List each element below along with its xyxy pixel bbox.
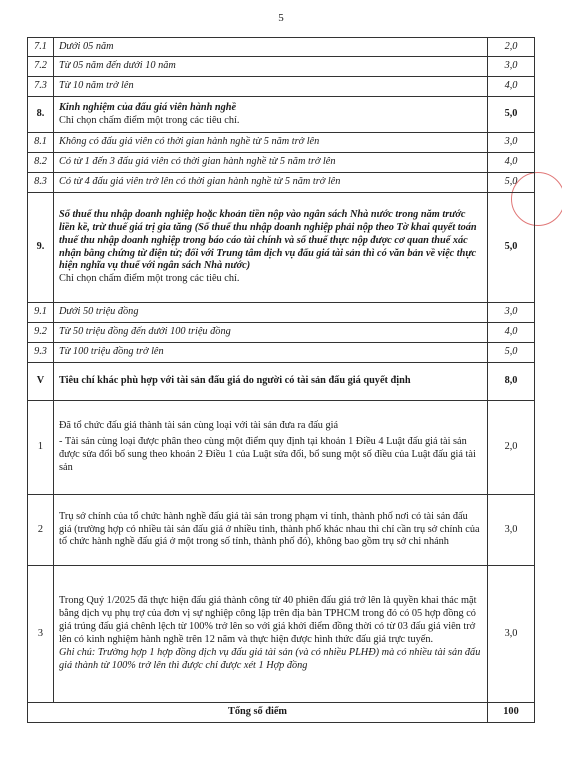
row-number: 1 <box>28 401 54 495</box>
table-row <box>28 57 535 77</box>
row-number: 2 <box>28 495 54 566</box>
row-text: Dưới 50 triệu đồng <box>54 303 488 323</box>
row-text: Trụ sở chính của tổ chức hành nghề đấu giá tài sản trong phạm vi tỉnh, thành phố nơi có tài sản đấu giá (trường hợp có nhiều tài sản đấu giá ở nhiều tỉnh, thành phố khác nhau thì chỉ cần trụ sở chính của tổ chức hành nghề đấu giá ở một trong số tỉnh, thành phố đó), không bao gồm trụ sở chi nhánh <box>54 495 488 566</box>
row-score: 3,0 <box>488 566 535 703</box>
row-number: 7.2 <box>28 57 54 77</box>
row-score: 3,0 <box>488 133 535 153</box>
row-score: 5,0 <box>488 173 535 193</box>
row-number: 9.3 <box>28 343 54 363</box>
row-number: 3 <box>28 566 54 703</box>
section-title: Tiêu chí khác phù hợp với tài sản đấu giá do người có tài sản đấu giá quyết định <box>54 363 488 401</box>
table-row <box>28 153 535 173</box>
row-number: 7.3 <box>28 77 54 97</box>
row-text: Đã tổ chức đấu giá thành tài sản cùng loại với tài sản đưa ra đấu giá <box>59 420 339 432</box>
row-text: Trong Quý 1/2025 đã thực hiện đấu giá thành công từ 40 phiên đấu giá trở lên là quyền khai thác mặt bằng dịch vụ phụ trợ của đơn vị sự nghiệp công lập trên địa bàn TPHCM trong đó có 05 hợp đồng có giá trúng đấu giá chênh lệch từ 100% trở lên so với giá khởi điểm đồng thời có từ 03 đấu giá viên trở lên có kinh nghiệm hành nghề trên 12 năm và thực hiện được hình thức đấu giá trực tuyến. <box>59 595 477 645</box>
section-v-header <box>28 363 535 401</box>
criterion-title: Kinh nghiệm của đấu giá viên hành nghề <box>59 101 237 113</box>
row-text: Từ 10 năm trở lên <box>54 77 488 97</box>
criterion-number: 9. <box>28 193 54 303</box>
table-row <box>28 343 535 363</box>
other-criterion-row <box>28 495 535 566</box>
total-label: Tổng số điểm <box>28 703 488 723</box>
row-score: 3,0 <box>488 495 535 566</box>
row-score: 3,0 <box>488 303 535 323</box>
criterion-note: Chỉ chọn chấm điểm một trong các tiêu chí. <box>59 273 240 285</box>
row-number: 9.2 <box>28 323 54 343</box>
table-row <box>28 133 535 153</box>
row-text: Từ 100 triệu đồng trở lên <box>54 343 488 363</box>
criterion-8-header <box>28 97 535 133</box>
criterion-score: 5,0 <box>488 97 535 133</box>
row-text: Có từ 1 đến 3 đấu giá viên có thời gian hành nghề từ 5 năm trở lên <box>54 153 488 173</box>
other-criterion-row <box>28 566 535 703</box>
criterion-title: Số thuế thu nhập doanh nghiệp hoặc khoản tiền nộp vào ngân sách Nhà nước trong năm trước liền kề, trừ thuế giá trị gia tăng (Số thuế thu nhập doanh nghiệp phải nộp theo Tờ khai quyết toán thuế thu nhập doanh nghiệp trong báo cáo tài chính và số thuế thực nộp được cơ quan thuế xác nhận bằng chứng từ điện tử; đối với Trung tâm dịch vụ đấu giá tài sản thì có văn bản về việc thực hiện nghĩa vụ thuế với ngân sách Nhà nước) <box>59 208 477 272</box>
row-score: 4,0 <box>488 323 535 343</box>
row-text: Không có đấu giá viên có thời gian hành nghề từ 5 năm trở lên <box>54 133 488 153</box>
row-detail: - Tài sản cùng loại được phân theo cùng một điểm quy định tại khoản 1 Điều 4 Luật đấu giá tài sản được sửa đổi bổ sung theo khoản 2 Điều 1 của Luật sửa đổi, bổ sung một số điều của Luật đấu giá tài sản <box>59 436 476 473</box>
row-score: 3,0 <box>488 57 535 77</box>
table-row <box>28 303 535 323</box>
row-number: 8.1 <box>28 133 54 153</box>
page-number: 5 <box>278 12 284 24</box>
section-number: V <box>28 363 54 401</box>
other-criterion-row <box>28 401 535 495</box>
table-row <box>28 173 535 193</box>
section-score: 8,0 <box>488 363 535 401</box>
row-number: 8.3 <box>28 173 54 193</box>
table-row <box>28 77 535 97</box>
row-score: 2,0 <box>488 401 535 495</box>
scoring-table <box>27 37 535 723</box>
row-score: 4,0 <box>488 153 535 173</box>
total-row <box>28 703 535 723</box>
row-text: Từ 50 triệu đồng đến dưới 100 triệu đồng <box>54 323 488 343</box>
table-row <box>28 38 535 57</box>
row-number: 7.1 <box>28 38 54 57</box>
criterion-9-header <box>28 193 535 303</box>
row-text: Dưới 05 năm <box>54 38 488 57</box>
row-number: 8.2 <box>28 153 54 173</box>
row-score: 2,0 <box>488 38 535 57</box>
row-score: 5,0 <box>488 343 535 363</box>
row-note: Ghi chú: Trường hợp 1 hợp đồng dịch vụ đấu giá tài sản (và có nhiều PLHĐ) mà có nhiều tài sản đấu giá thành từ 100% trở lên thì được chỉ được xét 1 Hợp đồng <box>59 646 481 671</box>
criterion-note: Chỉ chọn chấm điểm một trong các tiêu chí. <box>59 114 240 126</box>
criterion-number: 8. <box>28 97 54 133</box>
row-text: Có từ 4 đấu giá viên trở lên có thời gian hành nghề từ 5 năm trở lên <box>54 173 488 193</box>
criterion-score: 5,0 <box>488 193 535 303</box>
total-score: 100 <box>488 703 535 723</box>
row-text: Từ 05 năm đến dưới 10 năm <box>54 57 488 77</box>
table-row <box>28 323 535 343</box>
row-number: 9.1 <box>28 303 54 323</box>
row-score: 4,0 <box>488 77 535 97</box>
